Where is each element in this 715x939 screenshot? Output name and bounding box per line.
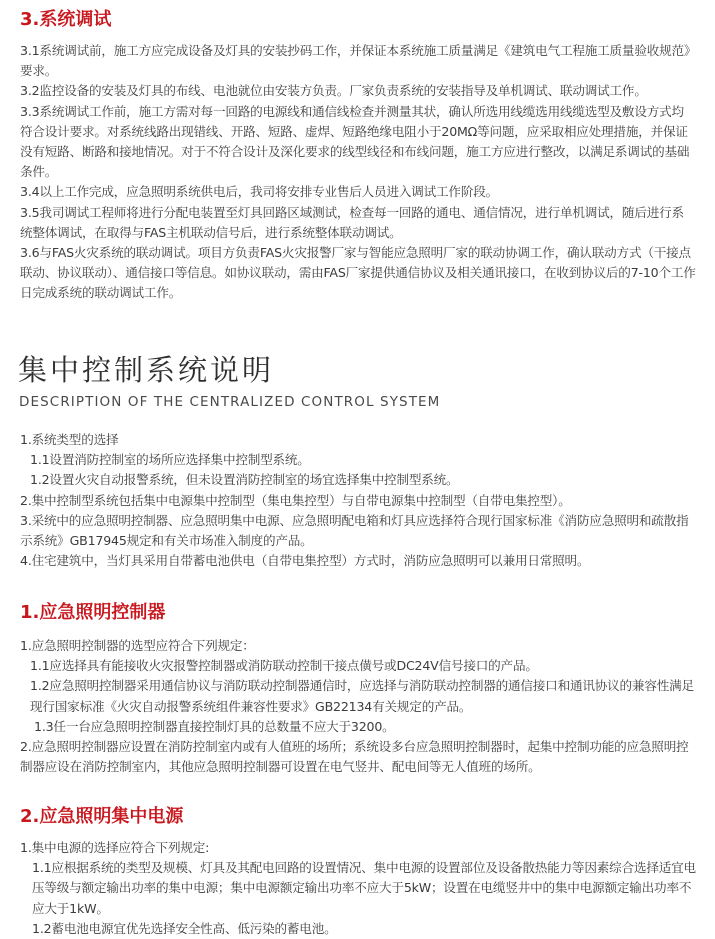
list-item: 4.住宅建筑中，当灯具采用自带蓄电池供电（自带电集控型）方式时，消防应急照明可以兼用日常照明。 — [20, 553, 590, 569]
paragraph: 3.2监控设备的安装及灯具的布线、电池就位由安装方负责。厂家负责系统的安装指导及单机调试、联动调试工作。 — [20, 83, 647, 99]
section-body-power — [20, 838, 696, 939]
list-item: 2.集中控制型系统包括集中电源集中控制型（集电集控型）与自带电源集中控制型（自带电集控型）。 — [20, 492, 571, 508]
section-body-system-debugging — [20, 41, 696, 304]
section-heading-power: 2.应急照明集中电源 — [20, 806, 184, 827]
paragraph: 3.3系统调试工作前，施工方需对每一回路的电源线和通信线检查并测量其状，确认所选用线缆选用线缆选型及敷设方式均符合设计要求。对系统线路出现错线、开路、短路、虚焊、短路绝缘电阻小于20MΩ等问题，应采取相应处理措施，并保证没有短路、断路和接地情况。对于不符合设计及深化要求的线型线径和布线问题，施工方应进行整改，以满足系调试的基础条件。 — [20, 103, 690, 180]
list-item: 1.2设置火灾自动报警系统，但未设置消防控制室的场宜选择集中控制型系统。 — [30, 472, 459, 488]
paragraph: 3.6与FAS火灾系统的联动调试。项目方负责FAS火灾报警厂家与智能应急照明厂家的联动协调工作，确认联动方式（干接点联动、协议联动）、通信接口等信息。如协议联动，需由FAS厂家提供通信协议及相关通讯接口，在收到协议后的7-10个工作日完成系统的联动调试工作。 — [20, 245, 696, 301]
list-item: 1.1应根据系统的类型及规模、灯具及其配电回路的设置情况、集中电源的设置部位及设备散热能力等因素综合选择适宜电压等级与额定输出功率的集中电源；集中电源额定输出功率不应大于5kW；设置在电缆竖井中的集中电源额定输出功率不应大于1kW。 — [32, 860, 696, 916]
list-item: 3.采统中的应急照明控制器、应急照明集中电源、应急照明配电箱和灯具应选择符合现行国家标准《消防应急照明和疏散指示系统》GB17945规定和有关市场准入制度的产品。 — [20, 512, 689, 549]
list-item: 1.2蓄电池电源宜优先选择安全性高、低污染的蓄电池。 — [32, 920, 337, 936]
section-heading-controller: 1.应急照明控制器 — [20, 602, 166, 623]
system-type-section — [20, 430, 696, 571]
page-subtitle: DESCRIPTION OF THE CENTRALIZED CONTROL SYSTEM — [19, 394, 441, 410]
list-item: 1.1应选择具有能接收火灾报警控制器或消防联动控制干接点僙号或DC24V信号接口的产品。 — [30, 658, 538, 674]
list-item: 2.应急照明控制器应设置在消防控制室内或有人值班的场所；系统设多台应急照明控制器时，起集中控制功能的应急照明控制器应设在消防控制室内，其他应急照明控制器可设置在电气竖井、配电间等无人值班的场所。 — [20, 739, 689, 775]
paragraph: 3.1系统调试前，施工方应完成设备及灯具的安装抄码工作，并保证本系统施工质量满足《建筑电气工程施工质量验收规范》要求。 — [20, 43, 690, 79]
list-item: 1.2应急照明控制器采用通信协议与消防联动控制器通信时，应选择与消防联动控制器的通信接口和通讯协议的兼容性满足现行国家标准《火灾自动报警系统组件兼容性要求》GB22134有关规定的产品。 — [30, 678, 694, 714]
list-item: 1.3任一台应急照明控制器直接控制灯具的总数量不应大于3200。 — [34, 718, 395, 734]
paragraph: 3.4以上工作完成，应急照明系统供电后，我司将安排专业售后人员进入调试工作阶段。 — [20, 184, 498, 200]
paragraph: 3.5我司调试工程师将进行分配电装置至灯具回路区域测试，检查每一回路的通电、通信情况，进行单机调试，随后进行系统整体调试，在取得与FAS主机联动信号后，进行系统整体联动调试。 — [20, 204, 684, 240]
list-item: 1.集中电源的选择应符合下列规定: — [20, 840, 210, 855]
list-item: 1.系统类型的选择 — [20, 432, 119, 447]
section-body-controller — [20, 636, 696, 777]
section-heading-system-debugging: 3.系统调试 — [20, 9, 112, 30]
list-item: 1.1设置消防控制室的场所应选择集中控制型系统。 — [30, 452, 310, 468]
page-title: 集中控制系统说明 — [18, 353, 275, 387]
list-item: 1.应急照明控制器的选型应符合下列规定： — [20, 638, 255, 653]
